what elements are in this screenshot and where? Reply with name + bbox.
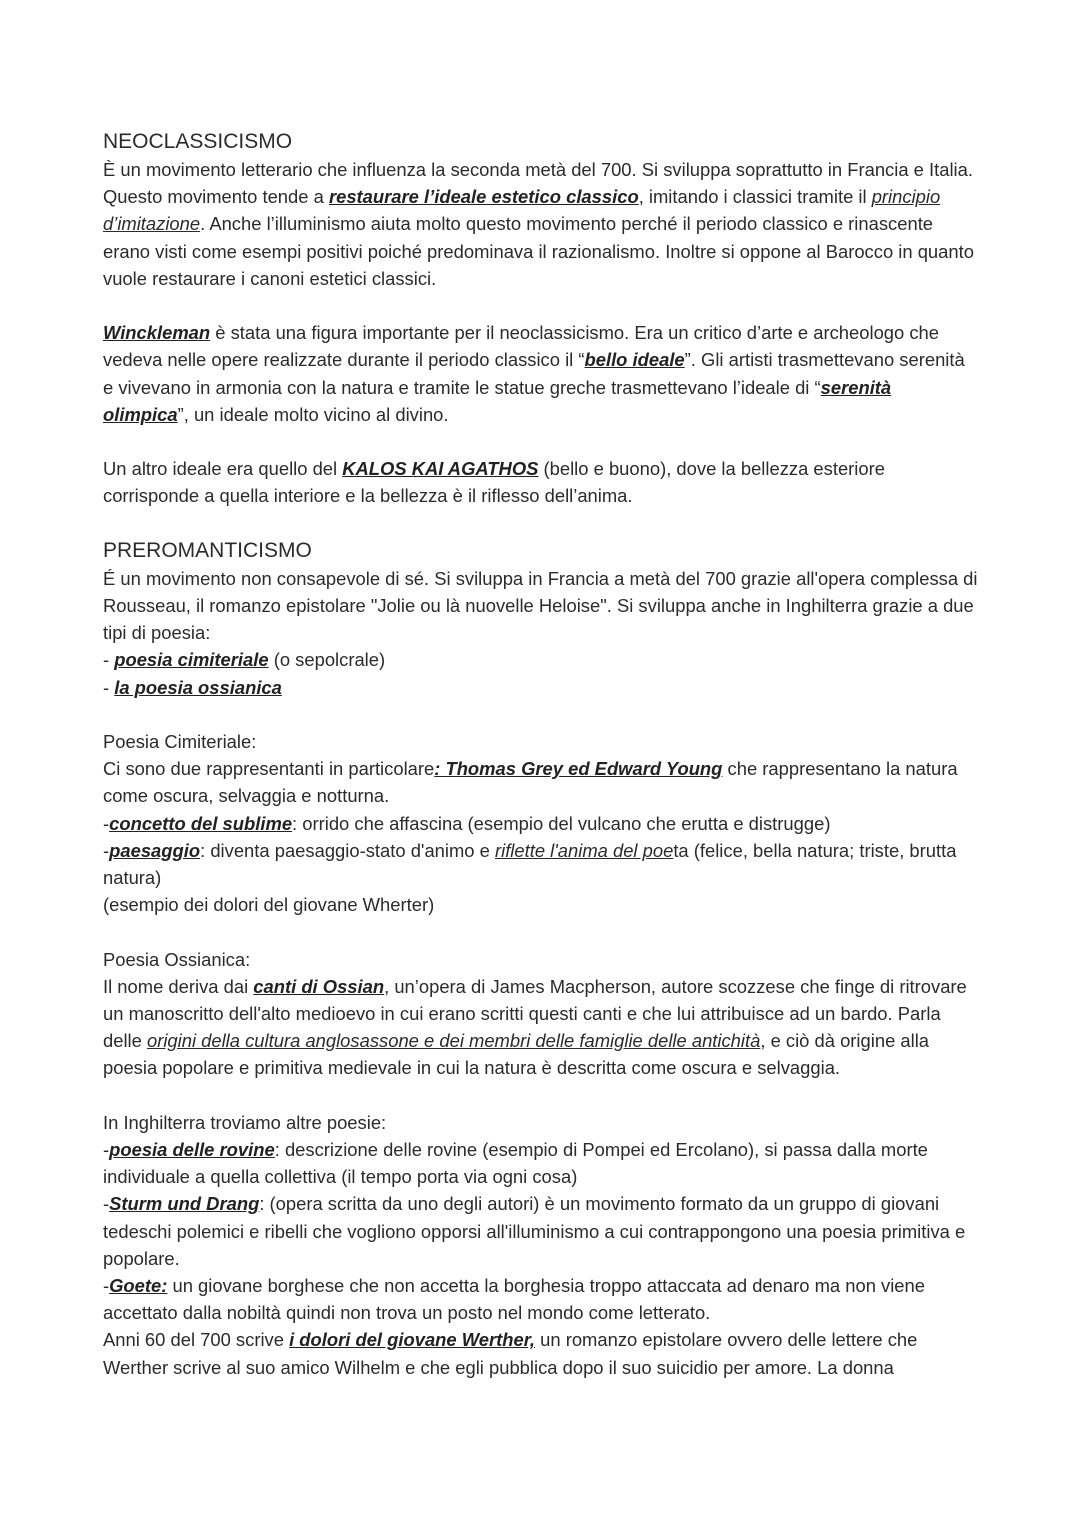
text: -: [103, 676, 115, 698]
text: (bello e buono), dove la bellezza esteriore corrisponde a quella interiore e la bellezza è il riflesso dell’anima.: [103, 458, 885, 507]
list-item: [103, 646, 980, 673]
emphasis-italic: riflette l'anima del poe: [494, 839, 674, 861]
subheading-cimiteriale: Poesia Cimiteriale:: [103, 731, 257, 752]
emphasis: poesia delle rovine: [109, 1139, 275, 1161]
emphasis-italic: origini della cultura anglosassone e dei membri delle famiglie delle antichità: [146, 1030, 761, 1052]
paragraph-neo-intro: [103, 156, 980, 292]
emphasis: serenità olimpica: [103, 376, 892, 425]
subheading-ossianica: Poesia Ossianica:: [103, 948, 251, 970]
text: (o sepolcrale): [268, 649, 386, 671]
emphasis-italic: principio d’imitazione: [103, 186, 941, 235]
text: è stata una figura importante per il neoclassicismo. Era un critico d’arte e archeologo che vedeva nelle opere realizzate durante il periodo classico il “: [103, 322, 940, 371]
text: -: [103, 1275, 110, 1297]
text: ”. Gli artisti trasmettevano serenità e vivevano in armonia con la natura e tramite le statue greche trasmettevano l’ideale di “: [103, 349, 965, 398]
text: : descrizione delle rovine (esempio di Pompei ed Ercolano), si passa dalla morte individuale a quella collettiva (il tempo porta via ogni cosa): [103, 1139, 928, 1188]
paragraph-winckleman: [103, 319, 980, 428]
text: , imitando i classici tramite il: [638, 186, 872, 208]
text: ta (felice, bella natura; triste, brutta natura): [103, 839, 957, 889]
list-item: [103, 674, 980, 701]
text: un giovane borghese che non accetta la borghesia troppo attaccata ad denaro ma non viene accettato dalla nobiltà quindi non trova un posto nel mondo come letterato.: [103, 1275, 925, 1324]
paragraph-cim-3: [103, 837, 980, 891]
text: Anni 60 del 700 scrive: [103, 1329, 290, 1351]
text: Ci sono due rappresentanti in particolare: [103, 758, 435, 780]
emphasis: concetto del sublime: [109, 812, 293, 834]
paragraph-kalos: [103, 455, 980, 509]
paragraph-cim-1: [103, 755, 980, 809]
emphasis: Winckleman: [103, 322, 211, 344]
heading-preromanticismo: PREROMANTICISMO: [103, 538, 312, 562]
text: -: [103, 1139, 110, 1161]
text: : diventa paesaggio-stato d'animo e: [200, 839, 495, 861]
emphasis: KALOS KAI AGATHOS: [342, 458, 539, 480]
emphasis: : Thomas Grey ed Edward Young: [434, 758, 723, 780]
paragraph-pre-intro: É un movimento non consapevole di sé. Si sviluppa in Francia a metà del 700 grazie all'opera complessa di Rousseau, il romanzo epistolare "Jolie ou là nuovelle Heloise". Si sviluppa anche in Inghilterra grazie a due tipi di poesia:: [103, 567, 978, 644]
paragraph-ing-1: [103, 1136, 980, 1190]
emphasis: Goete:: [109, 1275, 168, 1297]
text: , un’opera di James Macpherson, autore scozzese che finge di ritrovare un manoscritto dell'alto medioevo in cui erano scritti questi canti e che lui attribuisce ad un bardo. Parla delle: [103, 975, 967, 1052]
text: . Anche l’illuminismo aiuta molto questo movimento perché il periodo classico e rinascente erano visti come esempi positivi poiché predominava il razionalismo. Inoltre si oppone al Barocco in quanto vuole restaurare i canoni estetici classici.: [103, 213, 974, 289]
emphasis: bello ideale: [584, 349, 685, 371]
emphasis: paesaggio: [109, 839, 201, 861]
paragraph-cim-4: (esempio dei dolori del giovane Wherter): [103, 894, 435, 916]
text: È un movimento letterario che influenza la seconda metà del 700. Si sviluppa soprattutto in Francia e Italia. Questo movimento tende a: [103, 159, 973, 208]
subheading-inghilterra: In Inghilterra troviamo altre poesie:: [103, 1111, 387, 1133]
paragraph-ing-3: [103, 1272, 980, 1326]
heading-neoclassicismo: NEOCLASSICISMO: [103, 130, 293, 153]
text: Un altro ideale era quello del: [103, 458, 343, 480]
paragraph-ing-2: [103, 1190, 980, 1272]
text: : (opera scritta da uno degli autori) è un movimento formato da un gruppo di giovani tedeschi polemici e ribelli che vogliono opporsi all'illuminismo a cui contrappongono una poesia primitiva e popolare.: [103, 1193, 966, 1269]
emphasis: restaurare l’ideale estetico classico: [328, 186, 639, 208]
paragraph-ing-4: [103, 1326, 980, 1380]
text: , e ciò dà origine alla poesia popolare e primitiva medievale in cui la natura è descritta come oscura e selvaggia.: [103, 1030, 930, 1079]
text: un romanzo epistolare ovvero delle lettere che Werther scrive al suo amico Wilhelm e che egli pubblica dopo il suo suicidio per amore. La donna: [103, 1329, 918, 1378]
text: -: [103, 812, 110, 834]
text: -: [103, 649, 115, 671]
emphasis: i dolori del giovane Werther,: [289, 1329, 536, 1351]
text: : orrido che affascina (esempio del vulcano che erutta e distrugge): [292, 812, 831, 834]
text: -: [103, 1193, 110, 1215]
paragraph-cim-2: [103, 810, 980, 837]
emphasis: la poesia ossianica: [114, 676, 282, 698]
text: ”, un ideale molto vicino al divino.: [177, 403, 449, 425]
text: -: [103, 839, 110, 861]
emphasis: poesia cimiteriale: [114, 649, 269, 671]
text: Il nome deriva dai: [103, 975, 254, 997]
emphasis: canti di Ossian: [253, 975, 385, 997]
emphasis: Sturm und Drang: [109, 1193, 260, 1215]
paragraph-oss-1: [103, 973, 980, 1082]
text: che rappresentano la natura come oscura, selvaggia e notturna.: [103, 758, 958, 807]
